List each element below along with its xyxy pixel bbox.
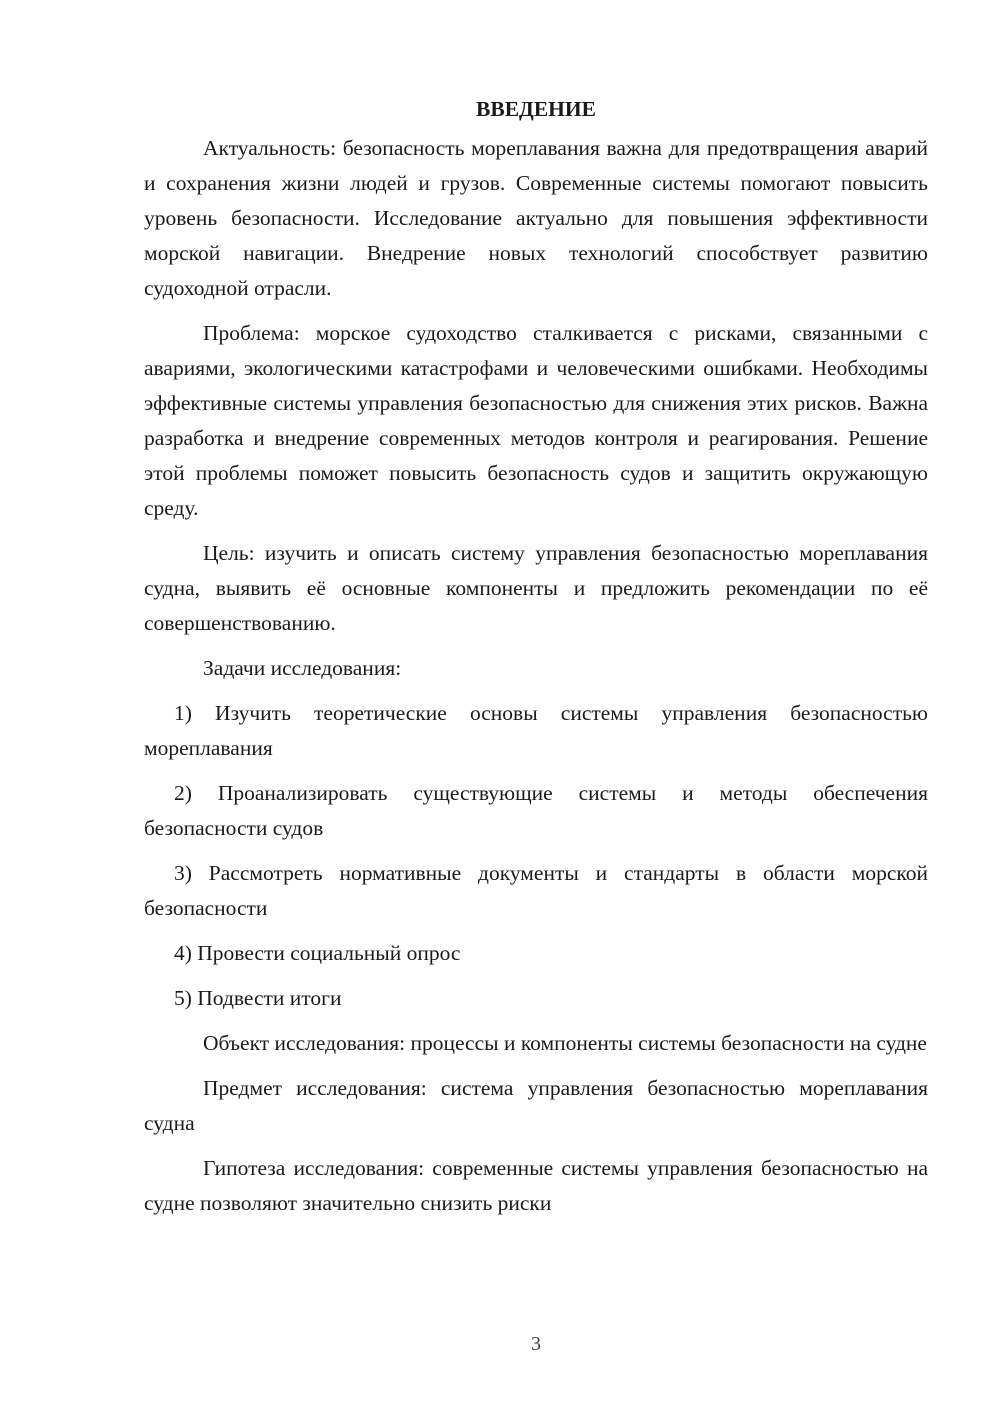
section-title: ВВЕДЕНИЕ <box>476 97 596 121</box>
relevance-paragraph: Актуальность: безопасность мореплавания важна для предотвращения аварий и сохранения жизни людей и грузов. Современные системы помогают повысить уровень безопасности. Исследование актуально для повышения эффективности морской навигации. Внедрение новых технологий способствует развитию судоходной отрасли. <box>144 136 928 300</box>
goal-paragraph: Цель: изучить и описать систему управления безопасностью мореплавания судна, выявить её основные компоненты и предложить рекомендации по её совершенствованию. <box>144 541 928 635</box>
page-number: 3 <box>531 1333 541 1355</box>
list-item: 5) Подвести итоги <box>174 986 342 1010</box>
problem-paragraph: Проблема: морское судоходство сталкивается с рисками, связанными с авариями, экологическими катастрофами и человеческими ошибками. Необходимы эффективные системы управления безопасностью для снижения этих рисков. Важна разработка и внедрение современных методов контроля и реагирования. Решение этой проблемы поможет повысить безопасность судов и защитить окружающую среду. <box>144 321 928 520</box>
document-page <box>144 92 928 1231</box>
hypothesis-paragraph: Гипотеза исследования: современные системы управления безопасностью на судне позволяют значительно снизить риски <box>144 1156 928 1215</box>
object-paragraph: Объект исследования: процессы и компоненты системы безопасности на судне <box>203 1031 927 1055</box>
tasks-heading: Задачи исследования: <box>203 656 402 680</box>
subject-paragraph: Предмет исследования: система управления безопасностью мореплавания судна <box>144 1076 928 1135</box>
list-item: 3) Рассмотреть нормативные документы и стандарты в области морской безопасности <box>144 861 928 920</box>
list-item: 4) Провести социальный опрос <box>174 941 461 965</box>
tasks-list <box>144 696 928 1016</box>
list-item: 1) Изучить теоретические основы системы управления безопасностью мореплавания <box>144 701 928 760</box>
list-item: 2) Проанализировать существующие системы и методы обеспечения безопасности судов <box>144 781 928 840</box>
